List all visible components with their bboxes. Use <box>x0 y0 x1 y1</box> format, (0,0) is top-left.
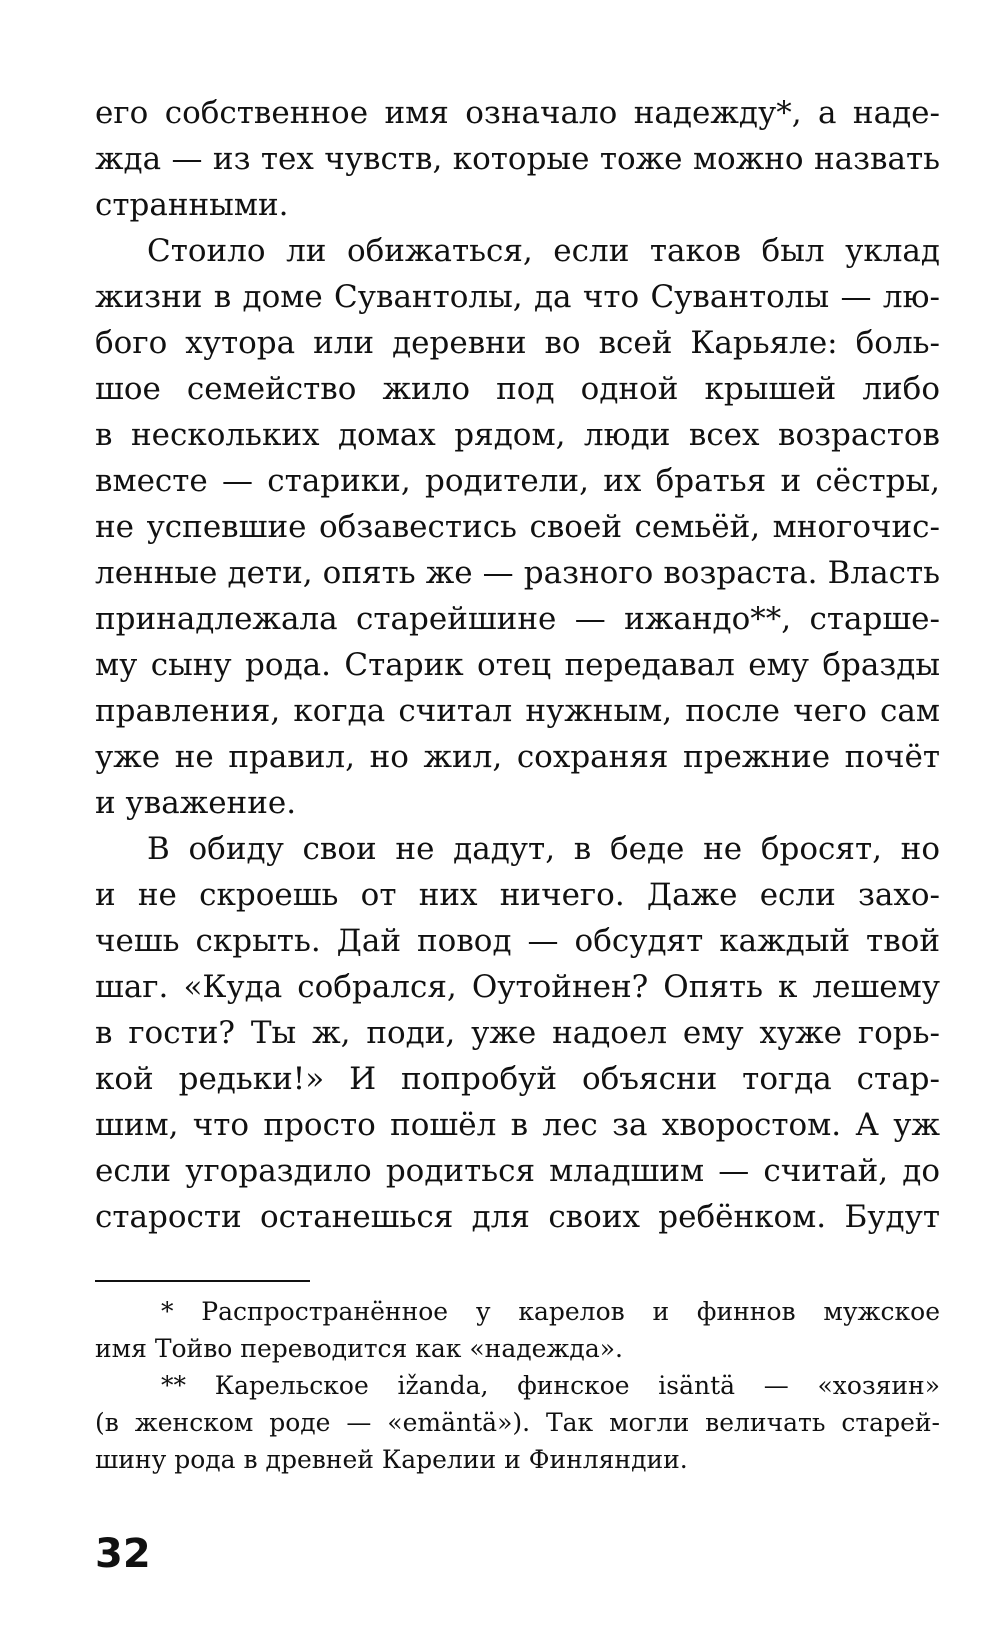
text-line: кой редьки!» И попробуй объясни тогда стар- <box>95 1061 940 1097</box>
text-line: принадлежала старейшине — ижандо**, старше- <box>95 601 940 637</box>
footnote-divider <box>95 1280 310 1282</box>
text-line: если угораздило родиться младшим — считай, до <box>95 1153 940 1189</box>
text-line: не успевшие обзавестись своей семьёй, многочис- <box>95 509 940 545</box>
page-number: 32 <box>95 1531 151 1577</box>
footnote-line: * Распространённое у карелов и финнов мужское <box>161 1297 940 1326</box>
text-line: уже не правил, но жил, сохраняя прежние почёт <box>95 739 940 775</box>
text-line: и не скроешь от них ничего. Даже если захо- <box>95 877 940 913</box>
text-line: его собственное имя означало надежду*, а наде- <box>95 95 940 131</box>
text-line: в нескольких домах рядом, люди всех возрастов <box>95 417 940 453</box>
text-line: ленные дети, опять же — разного возраста. Власть <box>95 555 940 591</box>
text-line: Стоило ли обижаться, если таков был уклад <box>147 233 940 269</box>
text-line: вместе — старики, родители, их братья и сёстры, <box>95 463 940 499</box>
footnotes <box>95 1293 940 1478</box>
text-line: и уважение. <box>95 785 297 821</box>
footnote-line: ** Карельское ižanda, финское isäntä — «хозяин» <box>161 1371 940 1400</box>
text-line: бого хутора или деревни во всей Карьяле: боль- <box>95 325 940 361</box>
text-line: в гости? Ты ж, поди, уже надоел ему хуже горь- <box>95 1015 940 1051</box>
text-line: шаг. «Куда собрался, Оутойнен? Опять к лешему <box>95 969 940 1005</box>
footnote-line: шину рода в древней Карелии и Финляндии. <box>95 1445 688 1474</box>
footnote-line: (в женском роде — «emäntä»). Так могли величать старей- <box>95 1408 940 1437</box>
text-line: старости останешься для своих ребёнком. Будут <box>95 1199 940 1235</box>
text-line: жда — из тех чувств, которые тоже можно назвать <box>95 141 940 177</box>
text-line: странными. <box>95 187 289 223</box>
footnote-line: имя Тойво переводится как «надежда». <box>95 1334 623 1363</box>
text-line: му сыну рода. Старик отец передавал ему бразды <box>95 647 940 683</box>
text-line: правления, когда считал нужным, после чего сам <box>95 693 940 729</box>
text-line: шим, что просто пошёл в лес за хворостом. А уж <box>95 1107 940 1143</box>
text-line: В обиду свои не дадут, в беде не бросят, но <box>147 831 940 867</box>
main-text <box>95 90 940 1240</box>
text-line: чешь скрыть. Дай повод — обсудят каждый твой <box>95 923 940 959</box>
text-line: жизни в доме Сувантолы, да что Сувантолы — лю- <box>95 279 940 315</box>
text-line: шое семейство жило под одной крышей либо <box>95 371 940 407</box>
